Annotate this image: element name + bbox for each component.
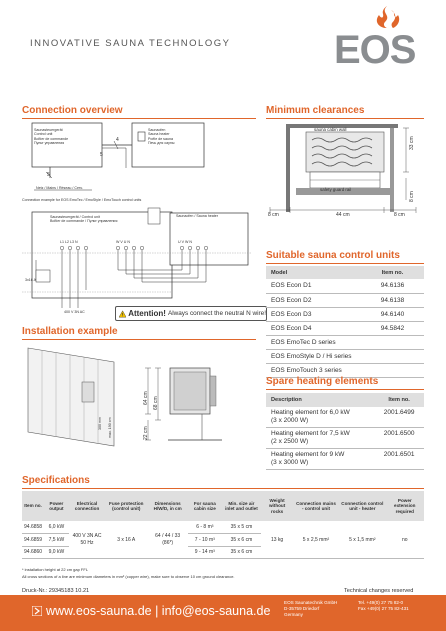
table-row: Heating element for 7,5 kW (2 x 2500 W) 2001.6500 <box>266 428 424 449</box>
table-row: EOS EmoTouch 3 series <box>266 363 424 377</box>
table-row: Heating element for 9 kW (3 x 3000 W) 2001.6501 <box>266 449 424 470</box>
spec-col-fuse: Fuse protection (control unit) <box>105 491 147 521</box>
table-row: EOS Econ D1 94.6136 <box>266 279 424 293</box>
footer-address: EOS Saunatechnik GmbH D-35759 Driedorf Germany <box>284 600 338 617</box>
brand-tagline: INNOVATIVE SAUNA TECHNOLOGY <box>30 38 231 49</box>
dim-side: 8 cm <box>409 191 415 202</box>
terminals-mains: L1 L2 L3 N <box>60 240 78 244</box>
arrow-right-icon <box>32 606 42 616</box>
minimum-clearances-title: Minimum clearances <box>266 105 365 116</box>
footer-contact: Tel. +49(0) 27 75 82-0 Fax +49(0) 27 75 82-431 <box>358 600 409 611</box>
spec-col-dimensions: Dimensions H/W/D, in cm <box>147 491 188 521</box>
guard-rail-label: safety guard rail <box>320 187 352 192</box>
dim-width: 44 cm <box>336 212 350 218</box>
table-row: Heating element for 6,0 kW (3 x 2000 W) 2001.6499 <box>266 407 424 428</box>
wire-count-b: 5 <box>47 172 50 178</box>
dim-right: 8 cm <box>394 212 405 218</box>
specifications-table <box>22 491 424 559</box>
control-units-title: Suitable sauna control units <box>266 250 400 261</box>
spare-title-rule <box>266 389 424 390</box>
spec-col-power: Power output <box>44 491 69 521</box>
table-row: 94.6858 6,0 kW 400 V 3N AC 50 Hz 3 x 16 A 64 / 44 / 33 (86*) 6 - 8 m³ 35 x 5 cm 13 kg 5 x 2,5 mm² 5 x 1,5 mm² no <box>22 521 424 534</box>
connection-overview-title: Connection overview <box>22 105 123 116</box>
installation-example-title: Installation example <box>22 326 118 337</box>
table-row: 94.6859 7,5 kW 7 - 10 m³ 35 x 6 cm <box>22 534 424 547</box>
control-units-title-rule <box>266 263 424 264</box>
dim-left: 8 cm <box>268 212 279 218</box>
warning-icon <box>119 310 126 318</box>
install-dim-c: 22 cm <box>143 426 149 440</box>
wire-count-c: 5 <box>100 152 103 158</box>
control-unit-label: Saunasteuergerät Control unit Boîtier de commande Пульт управления <box>34 128 69 146</box>
heater-small-label: Saunaofen / Sauna heater <box>176 214 218 218</box>
attention-bold: Attention! <box>128 309 166 318</box>
spec-col-item-no: Item no. <box>22 491 44 521</box>
column-header-item-no: Item no. <box>361 266 424 279</box>
column-header-description: Description <box>266 393 374 407</box>
cabin-wall-label: sauna cabin wall <box>314 127 347 132</box>
installation-diagram <box>22 342 256 452</box>
terminals-heater: U V W N <box>178 240 192 244</box>
install-dim-a: 64 cm <box>143 391 149 405</box>
attention-notice <box>115 306 267 321</box>
mains-label: Netz / Mains / Réseau / Сеть <box>36 186 83 190</box>
spec-col-mains: Connection mains - control unit <box>293 491 339 521</box>
attention-text: Always connect the neutral N wire! <box>167 310 266 317</box>
connection-title-rule <box>22 118 256 119</box>
specifications-title-rule <box>22 488 424 489</box>
spec-col-heater-conn: Connection control unit - heater <box>339 491 385 521</box>
eos-logo: EOS <box>334 28 416 72</box>
table-row: EOS Econ D3 94.6140 <box>266 307 424 321</box>
fuse-label: 3x16 A <box>25 278 36 282</box>
table-row: 94.6860 9,0 kW 9 - 14 m³ 35 x 6 cm <box>22 546 424 559</box>
installation-title-rule <box>22 339 256 340</box>
technical-changes-note: Technical changes reserved <box>344 588 414 594</box>
spec-note-cross-sections: All cross sections of a line are minimum diameters in mm² (copper wire), make sure to observe 10 cm ground clearance. <box>22 574 235 579</box>
column-header-item-no: Item no. <box>374 393 424 407</box>
spec-col-connection: Electrical connection <box>69 491 106 521</box>
table-row: EOS EmoTec D series <box>266 335 424 349</box>
table-row: EOS EmoStyle D / Hi series <box>266 349 424 363</box>
terminals-out: W V U N <box>116 240 130 244</box>
flame-logo-icon <box>365 6 409 28</box>
install-dim-d: max. 190 cm <box>108 417 112 438</box>
sauna-heater-label: Saunaofen Sauna heater Poêle de sauna Печь для сауны <box>148 128 175 146</box>
install-dim-b: 68 cm <box>153 396 159 410</box>
connection-example-caption: Connection example for EOS EmoTec / EmoStyle / EmoTouch control units <box>22 198 142 202</box>
specifications-title: Specifications <box>22 475 90 486</box>
spec-col-weight: Weight without rocks <box>261 491 292 521</box>
table-row: EOS Econ D4 94.5842 <box>266 321 424 335</box>
footer-web-link[interactable]: www.eos-sauna.de | info@eos-sauna.de <box>46 604 271 618</box>
install-dim-e: 300 mm <box>98 417 102 430</box>
control-units-table <box>266 266 424 378</box>
spec-col-cabin-size: For sauna cabin size <box>188 491 221 521</box>
wiring-unit-label: Saunasteuergerät / Control unit Boîtier de commande / Пульт управления <box>50 215 118 224</box>
table-row: EOS Econ D2 94.6138 <box>266 293 424 307</box>
spare-elements-table <box>266 393 424 470</box>
spec-col-air: Min. size air inlet and outlet <box>221 491 261 521</box>
mains-voltage-label: 400 V 3N AC <box>64 310 85 314</box>
clearances-diagram <box>266 120 426 222</box>
column-header-model: Model <box>266 266 361 279</box>
clearances-title-rule <box>266 118 424 119</box>
spare-elements-title: Spare heating elements <box>266 376 379 387</box>
wire-count-a: 4 <box>116 137 119 143</box>
spec-note-installation: * installation height at 22 cm gap FFL <box>22 567 89 572</box>
dim-height: 33 cm <box>409 136 415 150</box>
spec-col-extension: Power extension required <box>386 491 424 521</box>
print-number: Druck-Nr.: 29345183 10.21 <box>22 588 90 594</box>
